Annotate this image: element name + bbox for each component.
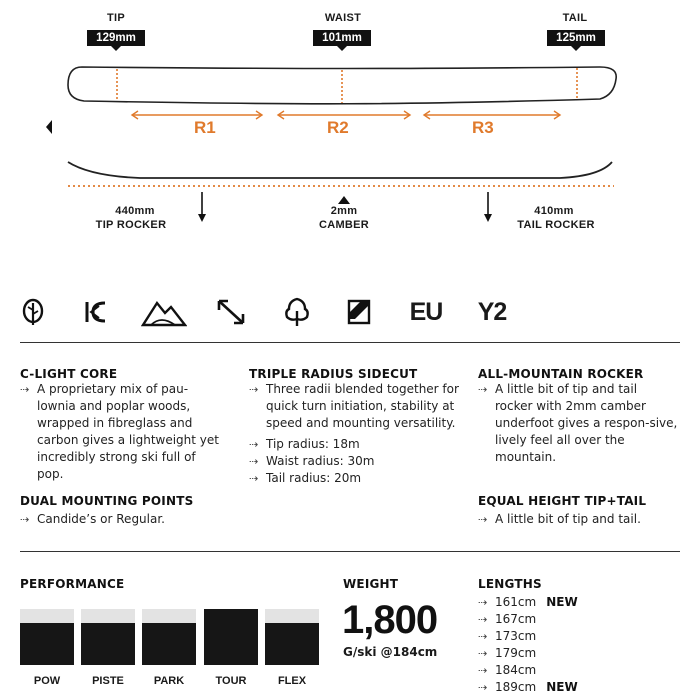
feature-text: ⇢ Three radii blended together for quick turn initiation, stability at speed and mounting versatility. (249, 381, 464, 432)
performance-label-pow: POW (33, 675, 61, 687)
eu-badge: EU (409, 297, 443, 326)
divider-bottom (20, 551, 680, 552)
performance-bar-piste (81, 609, 135, 665)
performance-bar-fill (81, 623, 135, 665)
length-size: 184cm (495, 663, 537, 677)
lengths-title: LENGTHS (478, 577, 542, 591)
divider-top (20, 342, 680, 343)
new-badge: NEW (546, 680, 578, 694)
performance-label-flex: FLEX (277, 675, 307, 687)
waist-radius: ⇢ Waist radius: 30m (249, 453, 464, 470)
camber-label: CAMBER (318, 219, 370, 231)
feature-text: ⇢ A proprietary mix of pau-lownia and poplar woods, wrapped in fibreglass and carbon gives a lightweight yet incredibly strong ski full of pop. (20, 381, 220, 483)
performance-bar-fill (20, 623, 74, 665)
new-badge: NEW (546, 595, 578, 609)
radius-label-r3: R3 (472, 118, 494, 137)
radius-label-r1: R1 (194, 118, 216, 137)
mountain-icon (140, 296, 188, 328)
feature-rocker (478, 367, 678, 466)
diagonal-arrows-icon (214, 296, 248, 328)
tree-icon (282, 296, 312, 328)
feature-title: C-LIGHT CORE (20, 367, 118, 381)
weight-unit: G/ski @184cm (343, 645, 438, 659)
feature-title: EQUAL HEIGHT TIP+TAIL (478, 494, 647, 508)
performance-bar-tour (204, 609, 258, 665)
layers-icon (346, 296, 372, 328)
length-size: 173cm (495, 629, 537, 643)
performance-bar-flex (265, 609, 319, 665)
length-item (478, 645, 678, 662)
waist-label: WAIST (324, 12, 362, 24)
performance-bar-fill (142, 623, 196, 665)
tip-rocker-value: 440mm (115, 205, 155, 217)
performance-title: PERFORMANCE (20, 577, 125, 591)
ski-profile-line (68, 162, 612, 178)
length-size: 189cm (495, 680, 537, 694)
length-size: 161cm (495, 595, 537, 609)
feature-text: ⇢ A little bit of tip and tail rocker with 2mm camber underfoot gives a respon-sive, lively feel all over the mountain. (478, 381, 678, 466)
tip-rocker-label: TIP ROCKER (95, 219, 167, 231)
lengths-list (478, 594, 678, 696)
length-item (478, 594, 678, 611)
tip-label: TIP (106, 12, 125, 24)
performance-label-tour: TOUR (215, 675, 247, 687)
back-arrow-icon (46, 120, 52, 134)
tip-width-tag: 129mm (87, 30, 145, 46)
length-item (478, 679, 678, 696)
feature-c-light (20, 367, 220, 483)
length-item (478, 662, 678, 679)
waist-width-tag: 101mm (313, 30, 371, 46)
feature-title: TRIPLE RADIUS SIDECUT (249, 367, 418, 381)
radius-label-r2: R2 (327, 118, 349, 137)
feature-title: ALL-MOUNTAIN ROCKER (478, 367, 644, 381)
camber-arrow-icon (338, 196, 350, 204)
tail-width-tag: 125mm (547, 30, 605, 46)
performance-bar-fill (204, 609, 258, 665)
tail-rocker-label: TAIL ROCKER (517, 219, 595, 231)
tail-radius: ⇢ Tail radius: 20m (249, 470, 464, 487)
length-item (478, 628, 678, 645)
performance-label-piste: PISTE (92, 675, 124, 687)
feature-text: ⇢ A little bit of tip and tail. (478, 511, 688, 528)
weight-value: 1,800 (342, 598, 438, 642)
feature-title: DUAL MOUNTING POINTS (20, 494, 194, 508)
performance-label-park: PARK (153, 675, 185, 687)
feature-equal-height (478, 494, 688, 528)
length-size: 167cm (495, 612, 537, 626)
tip-radius: ⇢ Tip radius: 18m (249, 436, 464, 453)
y2-badge: Y2 (477, 297, 507, 326)
leaf-icon (20, 296, 46, 328)
camber-value: 2mm (330, 205, 358, 217)
kc-logo-icon (82, 296, 112, 328)
length-size: 179cm (495, 646, 537, 660)
ski-top-view (0, 55, 700, 145)
performance-bar-park (142, 609, 196, 665)
length-item (478, 611, 678, 628)
performance-bar-fill (265, 623, 319, 665)
performance-bar-pow (20, 609, 74, 665)
feature-triple-radius (249, 367, 464, 487)
tail-rocker-value: 410mm (534, 205, 574, 217)
weight-title: WEIGHT (343, 577, 399, 591)
feature-text: ⇢ Candide’s or Regular. (20, 511, 230, 528)
feature-dual-mount (20, 494, 230, 528)
tail-label: TAIL (562, 12, 588, 24)
